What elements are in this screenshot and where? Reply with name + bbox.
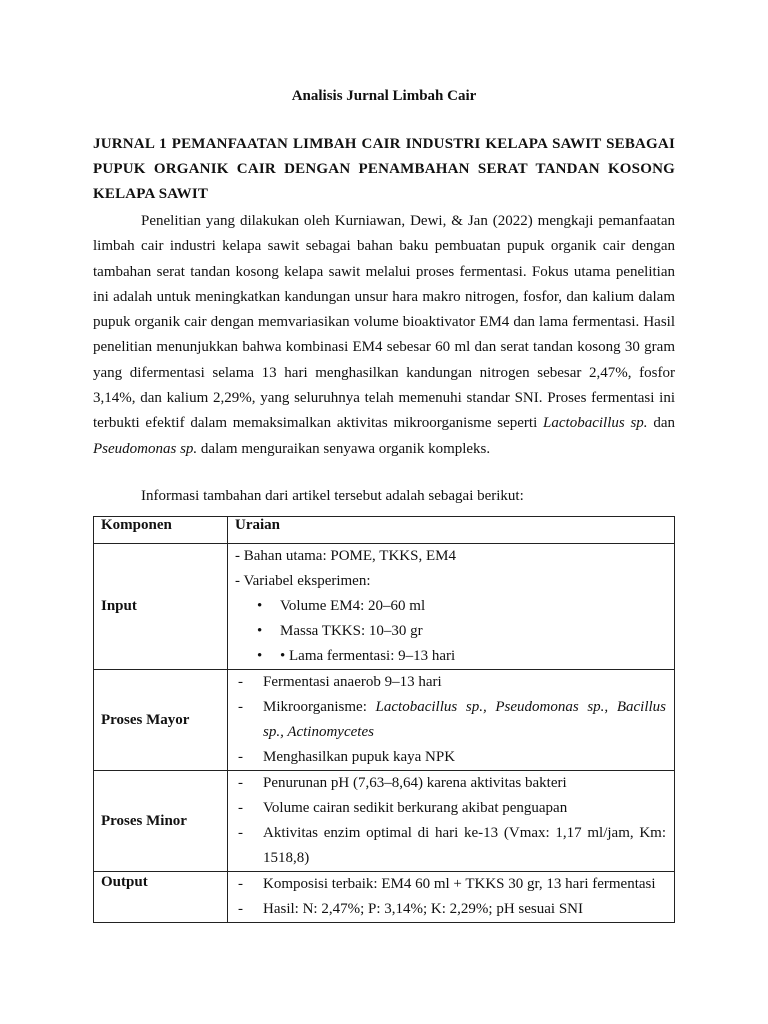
list-item: - Aktivitas enzim optimal di hari ke-13 (Vmax: 1,17 ml/jam, Km: 1518,8)	[235, 821, 666, 871]
document-title: Analisis Jurnal Limbah Cair	[291, 88, 477, 104]
list-item: • Massa TKKS: 10–30 gr	[235, 619, 666, 644]
paragraph-text-1: Penelitian yang dilakukan oleh Kurniawan, Dewi, & Jan (2022) mengkaji pemanfaatan limbah cair industri kelapa sawit sebagai bahan baku pembuatan pupuk organik cair dengan tambahan serat tandan kosong kelapa sawit melalui proses fermentasi. Fokus utama penelitian ini adalah untuk meningkatkan kandungan unsur hara makro nitrogen, fosfor, dan kalium dalam pupuk organik cair dengan memvariasikan volume bioaktivator EM4 dan lama fermentasi. Hasil penelitian menunjukkan bahwa kombinasi EM4 sebesar 60 ml dan serat tandan kosong 30 gram yang difermentasi selama 13 hari menghasilkan kandungan nitrogen sebesar 2,47%, fosfor 3,14%, dan kalium 2,29%, yang seluruhnya telah memenuhi standar SNI. Proses fermentasi ini terbukti efektif dalam memaksimalkan aktivitas mikroorganisme seperti	[93, 213, 675, 432]
list-item: - Komposisi terbaik: EM4 60 ml + TKKS 30 gr, 13 hari fermentasi	[235, 872, 666, 897]
row-label-input: Input	[94, 544, 228, 670]
info-table	[93, 516, 675, 923]
dash-marker: -	[238, 699, 243, 715]
dash-marker: -	[238, 749, 243, 765]
dash-marker: -	[238, 775, 243, 791]
paragraph-text-3: dalam menguraikan senyawa organik kompleks.	[200, 440, 491, 457]
dash-marker: -	[238, 674, 243, 690]
list-item: - Penurunan pH (7,63–8,64) karena aktivitas bakteri	[235, 771, 666, 796]
row-content-proses-minor	[228, 771, 675, 872]
table-header-row	[94, 517, 675, 544]
table-row	[94, 872, 675, 923]
list-item: • Volume EM4: 20–60 ml	[235, 594, 666, 619]
header-komponen: Komponen	[94, 517, 228, 544]
bullet-icon: •	[257, 648, 263, 664]
list-item: - Mikroorganisme: Lactobacillus sp., Pseudomonas sp., Bacillus sp., Actinomycetes	[235, 695, 666, 745]
list-item: - Volume cairan sedikit berkurang akibat penguapan	[235, 796, 666, 821]
journal-heading: JURNAL 1 PEMANFAATAN LIMBAH CAIR INDUSTRI KELAPA SAWIT SEBAGAI PUPUK ORGANIK CAIR DENGAN PENAMBAHAN SERAT TANDAN KOSONG KELAPA SAWIT	[93, 136, 675, 202]
list-item: - Fermentasi anaerob 9–13 hari	[235, 670, 666, 695]
summary-paragraph	[93, 209, 675, 462]
row-label-proses-minor: Proses Minor	[94, 771, 228, 872]
dash-marker: -	[238, 901, 243, 917]
header-uraian: Uraian	[228, 517, 675, 544]
row-content-proses-mayor	[228, 670, 675, 771]
dash-marker: -	[238, 876, 243, 892]
row-label-output: Output	[94, 872, 228, 923]
bullet-icon: •	[257, 623, 263, 639]
paragraph-text-2: dan	[653, 415, 676, 432]
intro-paragraph: Informasi tambahan dari artikel tersebut adalah sebagai berikut:	[141, 488, 524, 504]
table-row	[94, 670, 675, 771]
microorganism-list: Lactobacillus sp., Pseudomonas sp., Bacillus sp., Actinomycetes	[263, 699, 666, 740]
row-content-output	[228, 872, 675, 923]
paragraph-italic-1: Lactobacillus sp.	[543, 415, 648, 432]
dash-marker: -	[238, 825, 243, 841]
paragraph-italic-2: Pseudomonas sp.	[93, 440, 198, 457]
input-line-2: - Variabel eksperimen:	[235, 573, 371, 589]
table-row	[94, 771, 675, 872]
list-item: • • Lama fermentasi: 9–13 hari	[235, 644, 666, 669]
dash-marker: -	[238, 800, 243, 816]
input-line-1: - Bahan utama: POME, TKKS, EM4	[235, 548, 456, 564]
list-item: - Menghasilkan pupuk kaya NPK	[235, 745, 666, 770]
table-row	[94, 544, 675, 670]
row-label-proses-mayor: Proses Mayor	[94, 670, 228, 771]
list-item: - Hasil: N: 2,47%; P: 3,14%; K: 2,29%; pH sesuai SNI	[235, 897, 666, 922]
bullet-icon: •	[257, 598, 263, 614]
row-content-input	[228, 544, 675, 670]
